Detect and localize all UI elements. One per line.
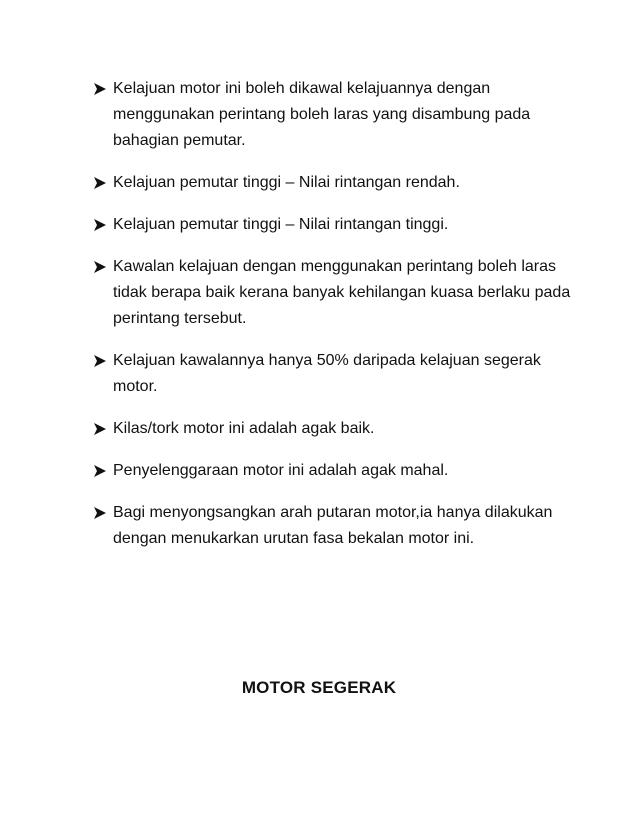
arrowhead-bullet-icon xyxy=(93,212,111,238)
list-item xyxy=(93,458,573,484)
list-item xyxy=(93,348,573,400)
list-item-text: Kelajuan pemutar tinggi – Nilai rintangan tinggi. xyxy=(113,216,449,233)
list-item xyxy=(93,212,573,238)
arrowhead-bullet-icon xyxy=(93,170,111,196)
arrowhead-bullet-icon xyxy=(93,254,111,280)
list-item xyxy=(93,254,573,332)
bullet-list xyxy=(93,76,573,568)
list-item xyxy=(93,500,573,552)
list-item-text: Kawalan kelajuan dengan menggunakan perintang boleh laras tidak berapa baik kerana banyak kehilangan kuasa berlaku pada perintang tersebut. xyxy=(113,258,571,327)
arrowhead-bullet-icon xyxy=(93,76,111,102)
list-item xyxy=(93,416,573,442)
list-item-text: Kelajuan motor ini boleh dikawal kelajuannya dengan menggunakan perintang boleh laras yang disambung pada bahagian pemutar. xyxy=(113,80,531,149)
list-item-text: Bagi menyongsangkan arah putaran motor,ia hanya dilakukan dengan menukarkan urutan fasa bekalan motor ini. xyxy=(113,504,553,547)
list-item xyxy=(93,76,573,154)
section-heading: MOTOR SEGERAK xyxy=(241,678,397,697)
arrowhead-bullet-icon xyxy=(93,348,111,374)
list-item-text: Kilas/tork motor ini adalah agak baik. xyxy=(113,420,375,437)
list-item-text: Penyelenggaraan motor ini adalah agak mahal. xyxy=(113,462,449,479)
arrowhead-bullet-icon xyxy=(93,416,111,442)
list-item-text: Kelajuan kawalannya hanya 50% daripada kelajuan segerak motor. xyxy=(113,352,541,395)
arrowhead-bullet-icon xyxy=(93,458,111,484)
arrowhead-bullet-icon xyxy=(93,500,111,526)
list-item xyxy=(93,170,573,196)
list-item-text: Kelajuan pemutar tinggi – Nilai rintangan rendah. xyxy=(113,174,460,191)
